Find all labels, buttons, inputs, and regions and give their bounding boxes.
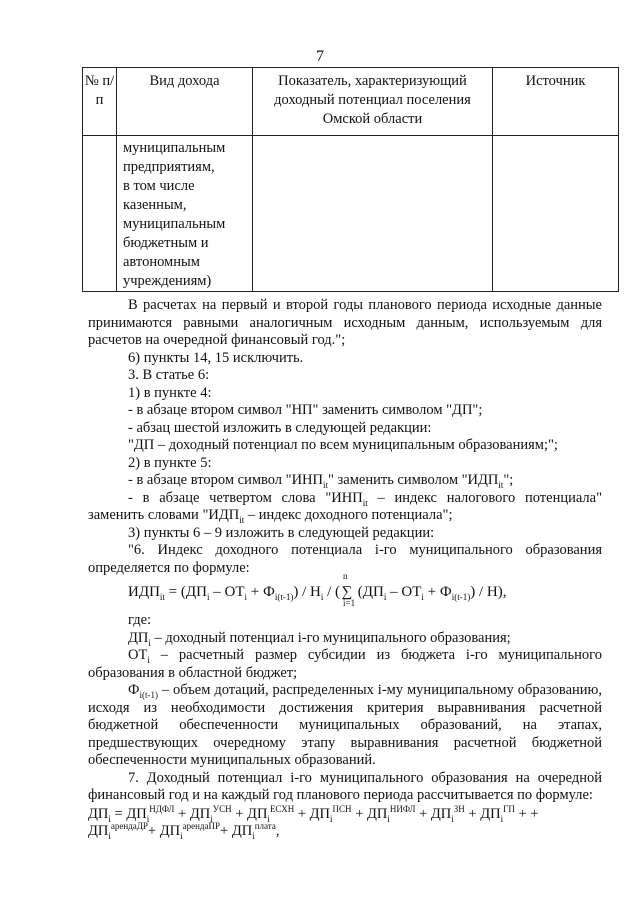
paragraph: В расчетах на первый и второй годы планового периода исходные данные принимаются равными аналогичным исходным данным, используемым для расчетов на очередной финансовый год."; [88, 297, 602, 348]
paragraph: 7. Доходный потенциал i-го муниципального образования на очередной финансовый год и на каждый год планового периода рассчитывается по формуле: [88, 769, 602, 803]
paragraph: - в абзаце четвертом слова "$ИНП_{it}$ – индекс налогового потенциала" заменить словами "$ИДП_{it}$ – индекс доходного потенциала"; [88, 489, 602, 525]
where-label: где: [128, 612, 152, 628]
formula-dp: $ДП_i = ДП_i^{НДФЛ} + ДП_i^{УСН} + ДП_i^{ЕСХН} + ДП_i^{ПСН} + ДП_i^{НИФЛ} + ДП_i^{ЗН} + ДП_i^{ГП}$ + + $ДП_i^{арендаДР}+ ДП_i^{арендаПР}+ ДП_i^{плата}$, [88, 803, 539, 841]
header-source: Источник [493, 68, 619, 136]
income-table [82, 67, 619, 292]
cell-income-type: муниципальным предприятиям, в том числе казенным, муниципальным бюджетным и автономным учреждениям) [117, 136, 253, 292]
paragraph: 3) пункты 6 – 9 изложить в следующей редакции: [128, 524, 435, 541]
paragraph: - в абзаце втором символ "$ИНП_{it}$" заменить символом "$ИДП_{it}$"; [128, 472, 514, 490]
paragraph: 2) в пункте 5: [128, 454, 212, 471]
cell-source [493, 136, 619, 292]
paragraph: 3. В статье 6: [128, 367, 210, 383]
paragraph: - абзац шестой изложить в следующей редакции: [128, 419, 432, 436]
definition-dp: $ДП_i$ – доходный потенциал i-го муниципального образования; [128, 629, 511, 648]
paragraph: "ДП – доходный потенциал по всем муниципальным образованиям;"; [128, 437, 558, 453]
table-row [83, 136, 619, 292]
cell-num [83, 136, 117, 292]
page-number: 7 [316, 48, 324, 65]
paragraph: "6. Индекс доходного потенциала i-го муниципального образования определяется по формуле: [88, 542, 602, 576]
body-text-lower [88, 612, 602, 841]
paragraph: - в абзаце втором символ "НП" заменить символом "ДП"; [128, 402, 483, 418]
header-indicator: Показатель, характеризующий доходный потенциал поселения Омской области [253, 68, 493, 136]
cell-indicator [253, 136, 493, 292]
header-num: № п/п [83, 68, 117, 136]
body-text-upper [88, 297, 602, 577]
paragraph: 6) пункты 14, 15 исключить. [128, 349, 304, 366]
header-income-type: Вид дохода [117, 68, 253, 136]
paragraph: 1) в пункте 4: [128, 384, 212, 401]
definition-phi: $Ф_{i(t-1)}$ – объем дотаций, распределенных i-му муниципальному образованию, исходя из необходимости достижения критерия выравнивания расчетной бюджетной обеспеченности муниципальных образований, на этапах, предшествующих очередному этапу выравнивания расчетной бюджетной обеспеченности муниципальных образований. [88, 682, 602, 768]
formula-idp: $ИДП_{it} = (ДП_i - ОТ_i + Ф_{i(t-1)}) / Н_i$ / ( n ∑ i=1 $(ДП_i - ОТ_i + Ф_{i(t-1)}) / Н$), [128, 571, 507, 608]
definition-ot: $ОТ_i$ – расчетный размер субсидии из бюджета i-го муниципального образования в областной бюджет; [88, 647, 602, 681]
sum-icon: n ∑ i=1 [341, 571, 356, 608]
table-header-row [83, 68, 619, 136]
